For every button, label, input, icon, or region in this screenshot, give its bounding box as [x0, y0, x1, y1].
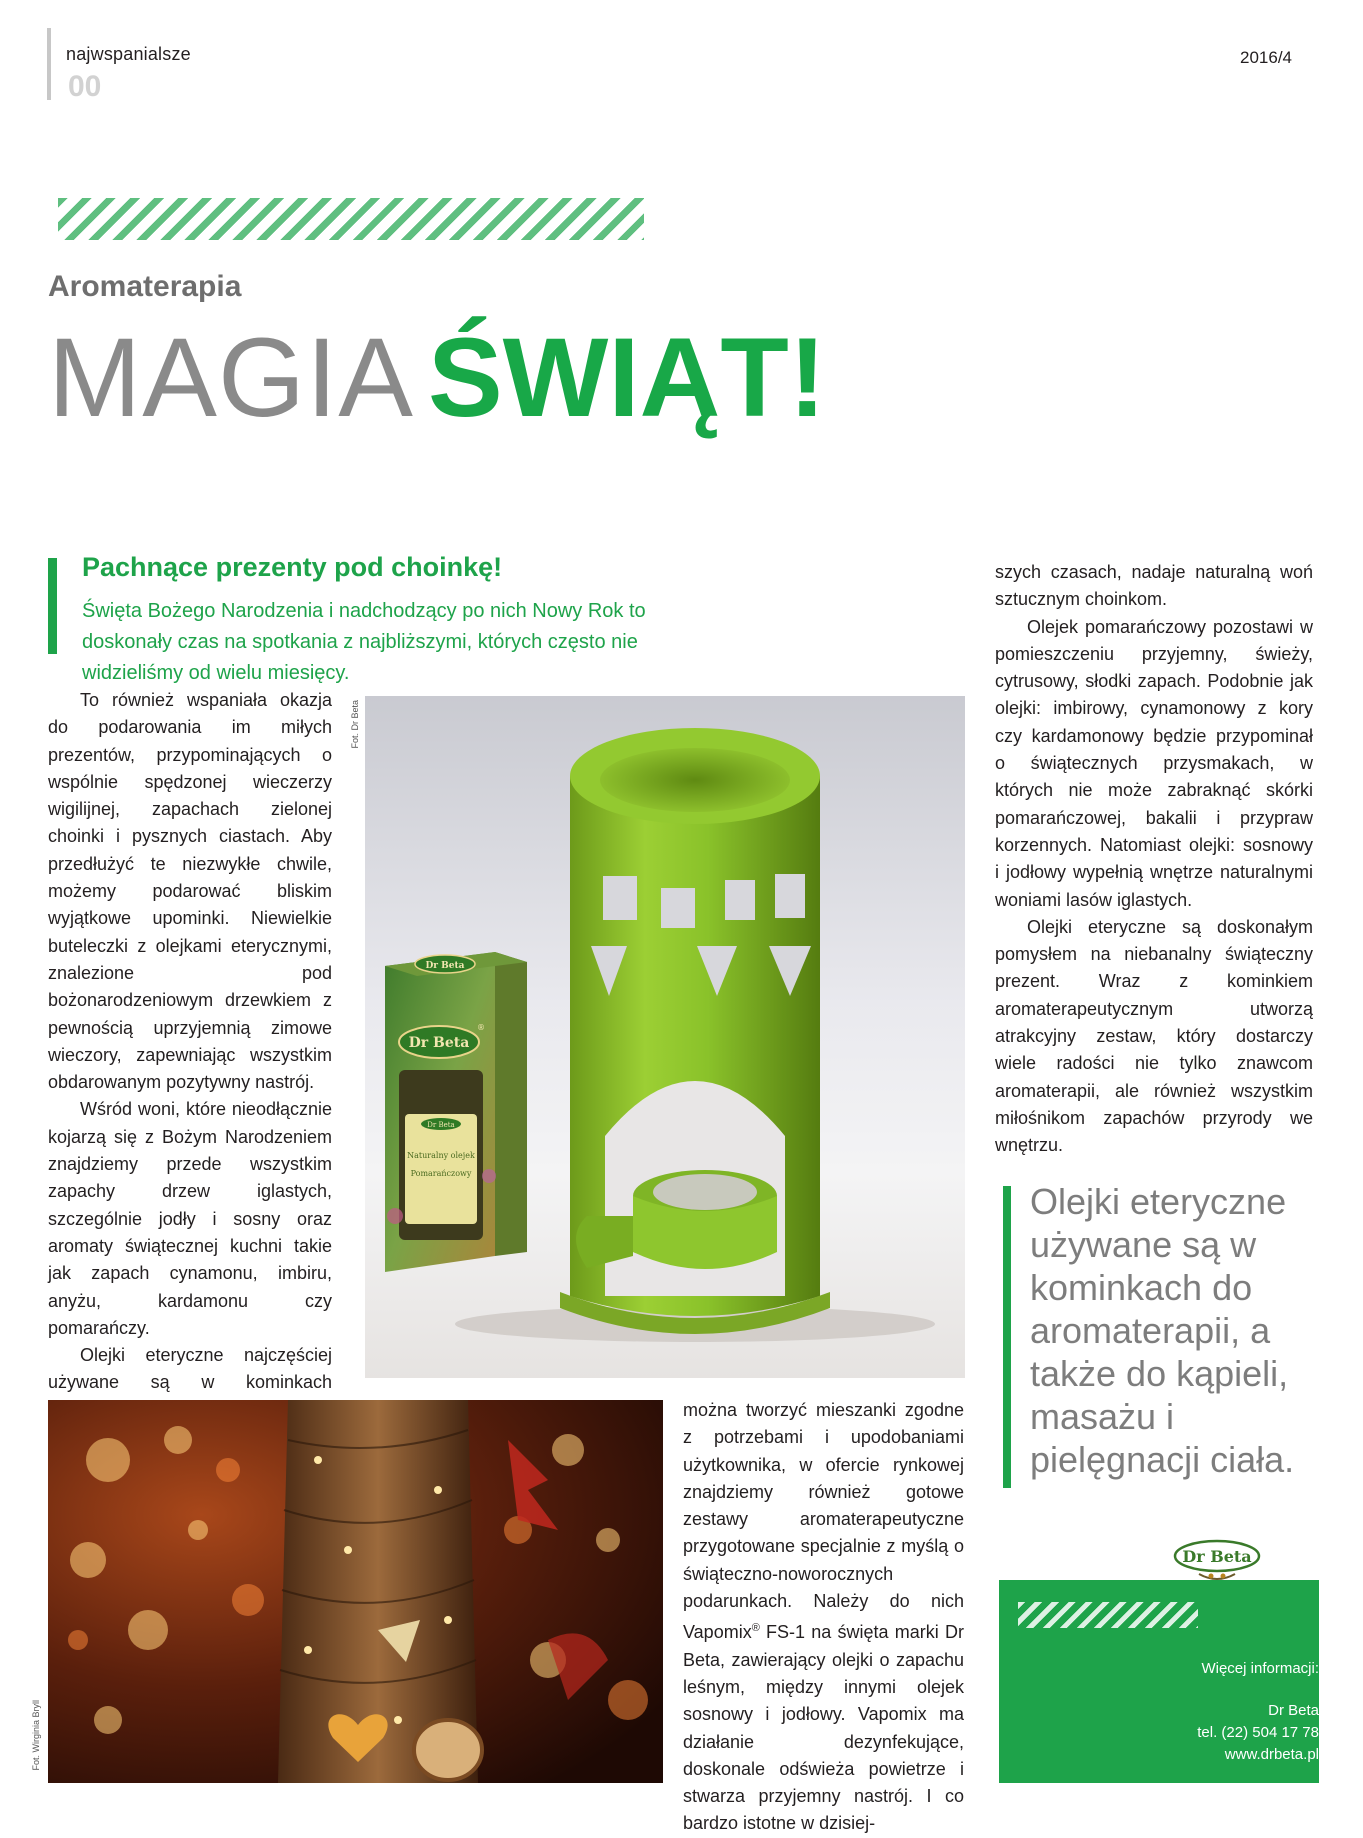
- logo-text: Dr Beta: [1182, 1547, 1252, 1566]
- quote-accent-bar: [1003, 1186, 1011, 1488]
- info-title: Więcej informacji:: [1201, 1660, 1319, 1677]
- body-column-right: [995, 559, 1313, 1160]
- body-column-left: [48, 687, 332, 1506]
- paragraph: szych czasach, nadaje naturalną woń sztucznym choinkom.: [995, 562, 1313, 610]
- info-box-text: [1197, 1658, 1319, 1766]
- issue-number: 2016/4: [1240, 48, 1292, 67]
- paragraph: Olejki eteryczne najczęściej używane są w kominkach: [48, 1345, 332, 1393]
- paragraph: [683, 1397, 964, 1838]
- article-headline: [48, 315, 827, 440]
- lead-text: Święta Bożego Narodzenia i nadchodzący po nich Nowy Rok to doskonały czas na spotkania z najbliższymi, których często nie widzieliśmy od wielu miesięcy.: [82, 600, 646, 684]
- paragraph: To również wspaniała okazja do podarowania im miłych prezentów, przypominających o wspólnie spędzonej wieczerzy wigilijnej, zapachach zielonej choinki i pysznych ciastach. Aby przedłużyć te niezwykłe chwile, możemy podarować bliskim wyjątkowe upominki. Niewielkie buteleczki z olejkami eterycznymi, znalezione pod bożonarodzeniowym drzewkiem z pewnością uprzyjemnią zimowe wieczory, zapewniając wszystkim obdarowanym pozytywny nastrój.: [48, 690, 332, 1093]
- section-title: najwspanialsze: [66, 44, 191, 64]
- header-rule: [47, 28, 51, 100]
- lead-accent-bar: [48, 558, 57, 654]
- paragraph-part: FS-1 na święta marki Dr Beta, zawierający olejki o zapachu leśnym, między innymi olejek sosnowy i jodłowy. Vapomix ma działanie dezynfekujące, doskonale odświeża powietrze i stwarza przyjemny nastrój. I co bardzo istotne w dzisiej-: [683, 1622, 964, 1834]
- paragraph: Olejek pomarańczowy pozostawi w pomieszczeniu przyjemny, świeży, cytrusowy, słodki zapach. Podobnie jak olejki: imbirowy, cynamonowy z kory czy kardamonowy będzie przypominał o świątecznych przysmakach, w których nie może zabraknąć skórki pomarańczowej, bakalii i przypraw korzennych. Natomiast olejki: sosnowy i jodłowy wypełnią wnętrze naturalnymi woniami lasów iglastych.: [995, 616, 1313, 910]
- photo-credit: Fot. Dr Beta: [350, 700, 360, 749]
- box-brand-reg: ®: [477, 1023, 485, 1032]
- info-website: www.drbeta.pl: [1224, 1746, 1319, 1763]
- bottle-brand: Dr Beta: [427, 1121, 455, 1129]
- article-kicker: Aromaterapia: [48, 270, 242, 303]
- paragraph: Olejki eteryczne są doskonałym pomysłem na niebanalny świąteczny prezent. Wraz z kominkiem aromaterapeutycznym utworzą atrakcyjny zestaw, który dostarczy wiele radości nie tylko znawcom aromaterapii, ale również wszystkim miłośnikom zapachów przyrody we wnętrzu.: [995, 916, 1313, 1156]
- paragraph-part: można tworzyć mieszanki zgodne z potrzebami i upodobaniami użytkownika, w ofercie rynkowej znajdziemy również gotowe zestawy aromaterapeutyczne przygotowane specjalnie z myślą o świąteczno-noworocznych podarunkach. Należy do nich Vapomix: [683, 1400, 964, 1643]
- bottle-label-line1: Naturalny olejek: [407, 1151, 475, 1160]
- decorative-stripes: [58, 198, 644, 240]
- photo-credit: Fot. Wirginia Bryll: [31, 1700, 41, 1771]
- brand-logo: [1171, 1538, 1263, 1584]
- page-number: 00: [68, 70, 102, 103]
- pull-quote: Olejki eteryczne używane są w kominkach do aromaterapii, a także do kąpieli, masażu i pielęgnacji ciała.: [1030, 1181, 1295, 1480]
- bottle-label-line2: Pomarańczowy: [410, 1169, 472, 1178]
- body-column-middle: [683, 1397, 964, 1838]
- christmas-photo: [48, 1400, 663, 1783]
- paragraph: Wśród woni, które nieodłącznie kojarzą się z Bożym Narodzeniem znajdziemy przede wszystkim zapachy drzew iglastych, szczególnie jodły i sosny oraz aromaty świątecznej kuchni takie jak zapach cynamonu, imbiru, anyżu, kardamonu czy pomarańczy.: [48, 1099, 332, 1338]
- headline-part-2: ŚWIĄT!: [427, 315, 827, 440]
- registered-mark: ®: [751, 1622, 760, 1635]
- decorative-stripes: [1018, 1602, 1198, 1628]
- lead-title: Pachnące prezenty pod choinkę!: [82, 552, 503, 582]
- product-photo: [365, 696, 965, 1378]
- info-company: Dr Beta: [1268, 1702, 1319, 1719]
- info-phone: tel. (22) 504 17 78: [1197, 1724, 1319, 1741]
- box-top-brand: Dr Beta: [425, 961, 465, 971]
- box-brand-text: Dr Beta: [408, 1035, 470, 1051]
- headline-part-1: MAGIA: [48, 315, 414, 440]
